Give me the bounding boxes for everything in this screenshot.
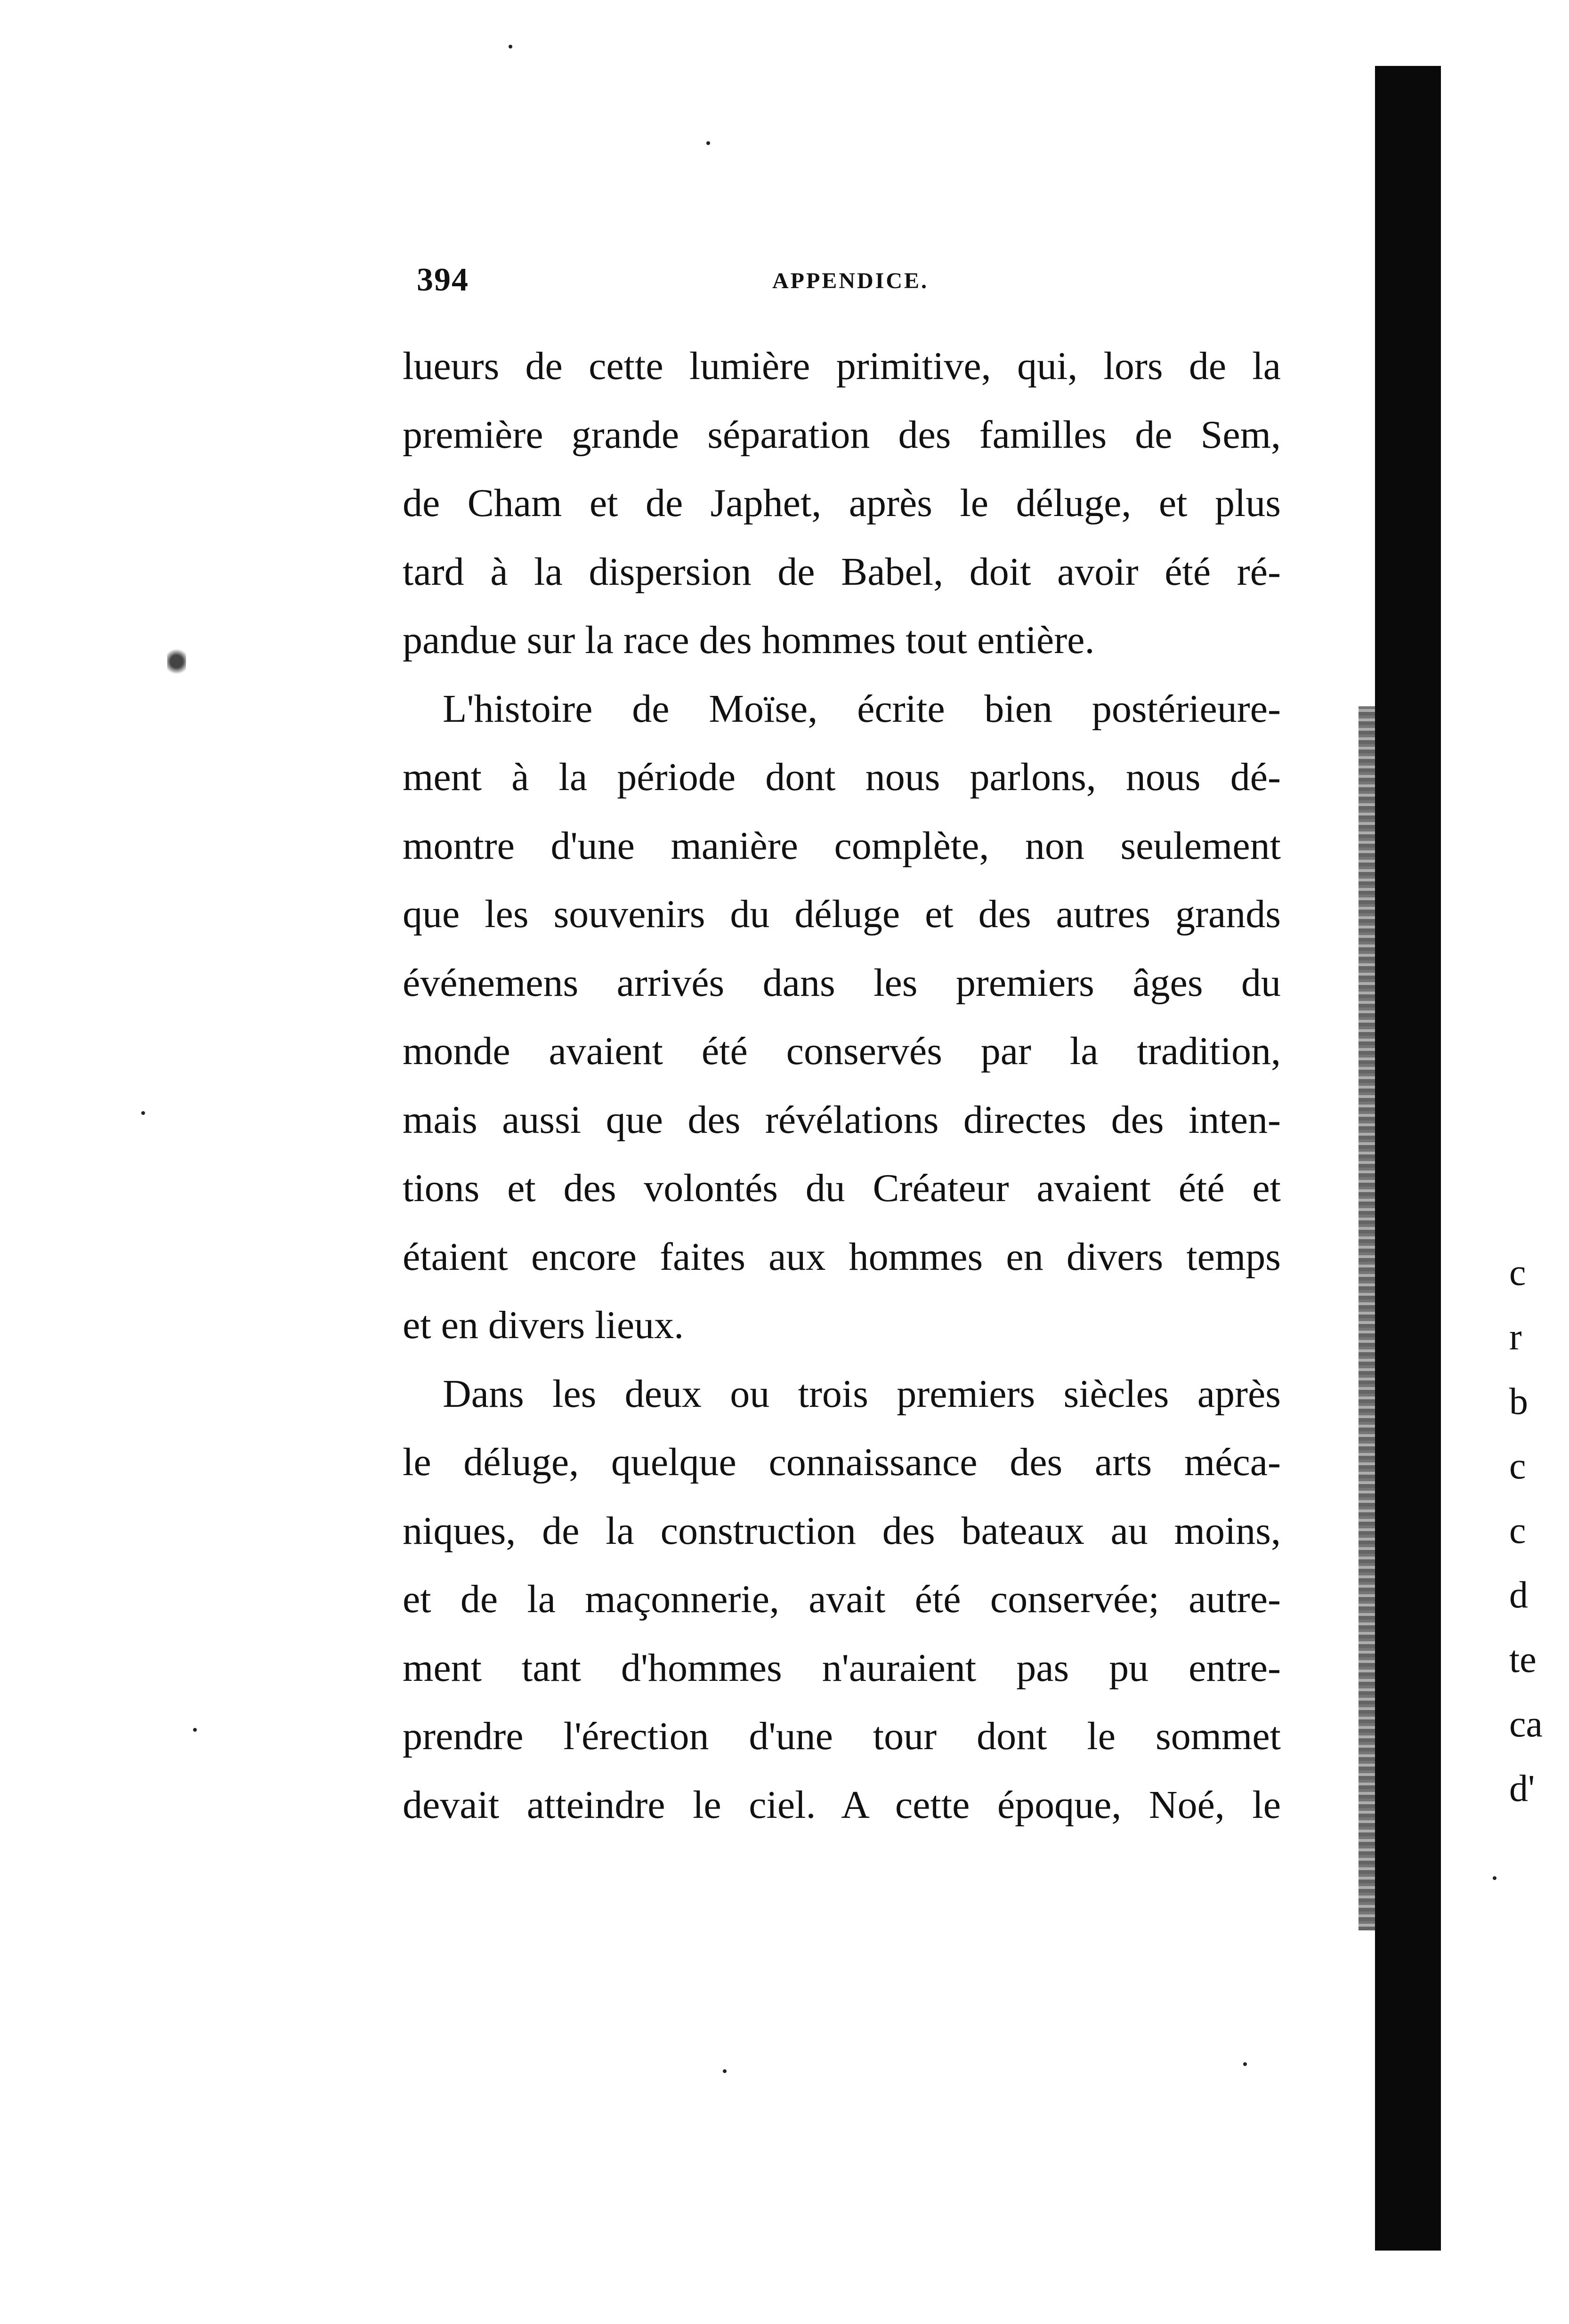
text-line: tard à la dispersion de Babel, doit avoir été ré-: [403, 549, 1281, 594]
binding-shadow-strip: [1375, 66, 1441, 2251]
fragment-text: te: [1509, 1639, 1537, 1680]
text-line: événemens arrivés dans les premiers âges du: [403, 960, 1281, 1005]
dust-speck: [193, 1728, 197, 1732]
text-line: prendre l'érection d'une tour dont le sommet: [403, 1714, 1281, 1758]
text-line: pandue sur la race des hommes tout entière.: [403, 618, 1095, 662]
body-text: [403, 332, 1281, 1839]
text-line: que les souvenirs du déluge et des autres grands: [403, 892, 1281, 936]
text-line: L'histoire de Moïse, écrite bien postérieure-: [443, 686, 1281, 731]
running-head: APPENDICE.: [772, 268, 929, 293]
text-line: tions et des volontés du Créateur avaient été et: [403, 1166, 1281, 1210]
text-line: niques, de la construction des bateaux au moins,: [403, 1509, 1281, 1553]
text-line: de Cham et de Japhet, après le déluge, et plus: [403, 481, 1281, 525]
fragment-text: r: [1509, 1316, 1522, 1358]
text-line: ment tant d'hommes n'auraient pas pu entre-: [403, 1646, 1281, 1690]
text-line: le déluge, quelque connaissance des arts méca-: [403, 1440, 1281, 1484]
text-line: lueurs de cette lumière primitive, qui, lors de la: [403, 344, 1281, 388]
fragment-text: d': [1509, 1768, 1535, 1809]
fragment-text: d: [1509, 1574, 1528, 1616]
text-line: devait atteindre le ciel. A cette époque, Noé, le: [403, 1783, 1281, 1827]
page-number: 394: [417, 262, 469, 298]
fragment-text: c: [1509, 1510, 1526, 1551]
text-line: et de la maçonnerie, avait été conservée; autre-: [403, 1577, 1281, 1621]
fragment-text: b: [1509, 1381, 1528, 1422]
dust-speck: [509, 45, 512, 48]
text-line: monde avaient été conservés par la tradition,: [403, 1029, 1281, 1073]
text-line: montre d'une manière complète, non seulement: [403, 823, 1281, 868]
fragment-text: c: [1509, 1445, 1526, 1487]
text-line: première grande séparation des familles de Sem,: [403, 412, 1281, 457]
fragment-text: c: [1509, 1252, 1526, 1293]
facing-page-fragments: [1509, 1241, 1569, 1821]
dust-speck: [706, 141, 710, 145]
dust-speck: [723, 2069, 727, 2073]
dust-speck: [141, 1111, 145, 1115]
fragment-text: ca: [1509, 1703, 1543, 1745]
dust-speck: [1493, 1876, 1496, 1880]
ink-blot: [167, 643, 186, 680]
page-header: [417, 261, 1278, 304]
text-line: Dans les deux ou trois premiers siècles après: [443, 1372, 1281, 1416]
text-line: et en divers lieux.: [403, 1303, 684, 1347]
dust-speck: [1243, 2062, 1247, 2066]
text-line: ment à la période dont nous parlons, nous dé-: [403, 755, 1281, 799]
text-line: étaient encore faites aux hommes en divers temps: [403, 1235, 1281, 1279]
text-line: mais aussi que des révélations directes des inten-: [403, 1097, 1281, 1142]
